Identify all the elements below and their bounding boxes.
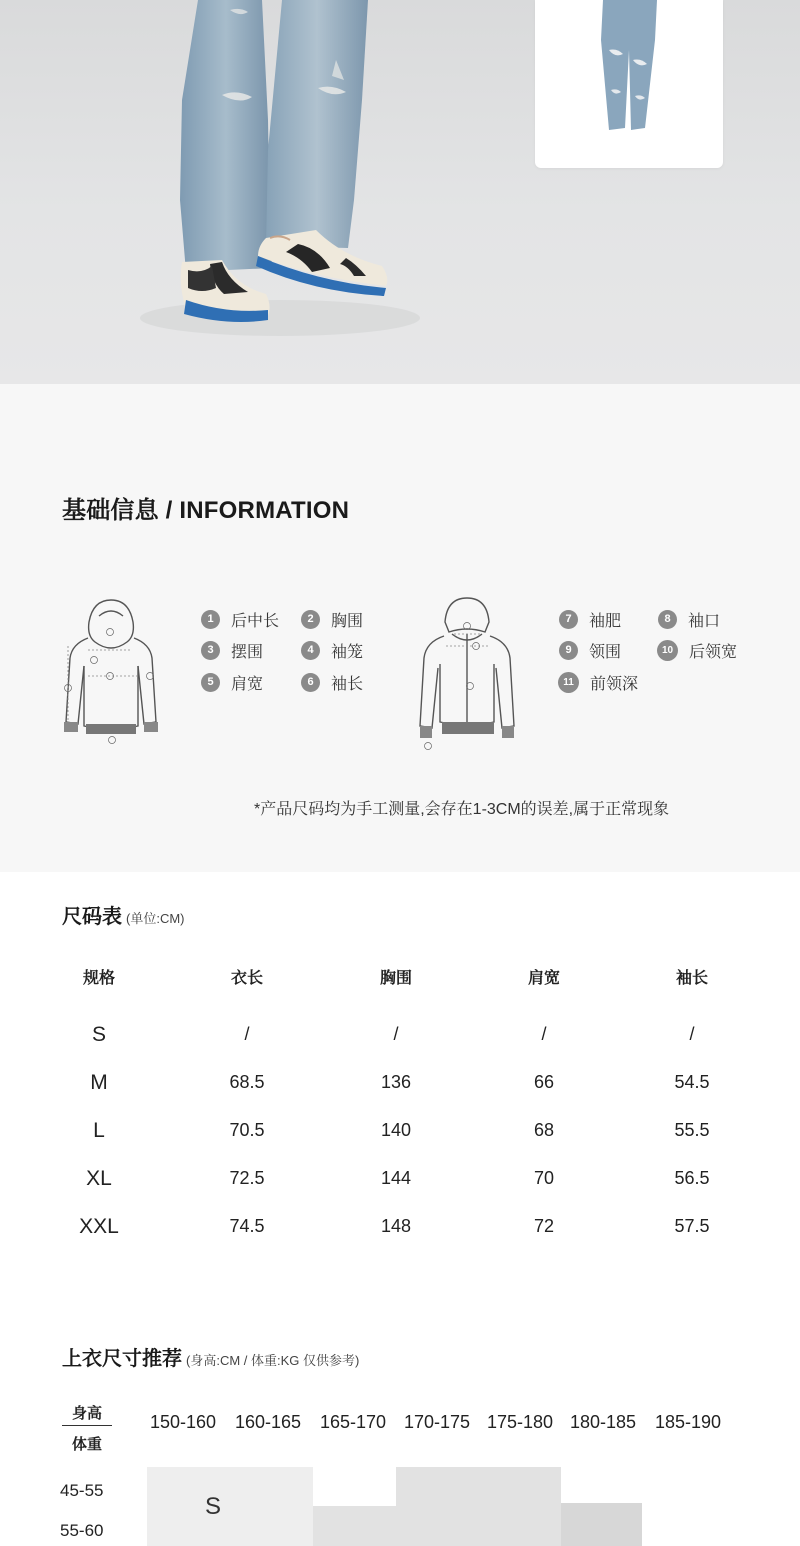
legend-item-10 (657, 639, 737, 661)
legend-label: 袖口 (688, 612, 721, 630)
height-range: 150-160 (149, 1412, 217, 1432)
measurement-note: *产品尺码均为手工测量,会存在1-3CM的误差,属于正常现象 (254, 801, 670, 818)
table-cell: 148 (380, 1216, 412, 1236)
legend-label: 袖笼 (331, 643, 364, 661)
number-badge: 3 (201, 641, 220, 660)
table-cell: M (90, 1071, 108, 1094)
weight-range: 55-60 (60, 1521, 104, 1540)
legend-label: 胸围 (331, 612, 364, 630)
legend-item-11 (558, 671, 638, 693)
table-header: 肩宽 (527, 970, 560, 987)
height-range: 185-190 (654, 1412, 722, 1432)
table-cell: 54.5 (674, 1072, 710, 1092)
table-cell: 66 (533, 1072, 555, 1092)
table-header: 袖长 (675, 970, 708, 987)
legend-item-8 (658, 608, 720, 630)
legend-label: 前领深 (590, 675, 639, 693)
size-block (396, 1467, 561, 1546)
table-cell: 57.5 (674, 1216, 710, 1236)
size-mark-s: S (205, 1493, 222, 1520)
table-cell: 72.5 (229, 1168, 265, 1188)
legend-item-9 (559, 639, 621, 661)
number-badge: 2 (301, 610, 320, 629)
legend-label: 领围 (589, 643, 622, 661)
table-cell: 56.5 (674, 1168, 710, 1188)
height-range: 175-180 (486, 1412, 554, 1432)
height-range: 165-170 (319, 1412, 387, 1432)
table-cell: 70.5 (229, 1120, 265, 1140)
table-header: 规格 (82, 970, 115, 987)
legend-label: 袖肥 (589, 612, 622, 630)
number-badge: 11 (558, 672, 579, 693)
legend-label: 肩宽 (231, 675, 264, 693)
size-block (561, 1503, 642, 1546)
hoodie-back-diagram (58, 594, 164, 746)
legend-item-3 (201, 639, 263, 661)
size-block (313, 1506, 396, 1546)
number-badge: 5 (201, 673, 220, 692)
recommend-heading (62, 1342, 359, 1371)
jeans-thumbnail-icon (535, 0, 723, 168)
table-cell: L (93, 1119, 105, 1142)
table-cell: S (91, 1023, 106, 1046)
height-label: 身高 (71, 1405, 102, 1422)
weight-range: 45-55 (60, 1481, 104, 1500)
legend-label: 后领宽 (689, 643, 738, 661)
table-cell: 68 (533, 1120, 555, 1140)
table-cell: 72 (533, 1216, 555, 1236)
info-heading: 基础信息 / INFORMATION (62, 497, 350, 524)
number-badge: 9 (559, 641, 578, 660)
product-photo (0, 0, 800, 384)
number-badge: 8 (658, 610, 677, 629)
table-header: 衣长 (230, 970, 263, 987)
legend-item-5 (201, 671, 263, 693)
table-cell: 74.5 (229, 1216, 265, 1236)
size-table-unit: (单位:CM) (126, 911, 185, 926)
product-thumbnail[interactable] (535, 0, 723, 168)
legend-label: 袖长 (331, 675, 364, 693)
legend-item-4 (301, 639, 363, 661)
table-cell: / (541, 1024, 547, 1044)
recommend-title: 上衣尺寸推荐 (62, 1348, 182, 1370)
number-badge: 1 (201, 610, 220, 629)
table-cell: / (244, 1024, 250, 1044)
legend-label: 摆围 (231, 643, 264, 661)
number-badge: 4 (301, 641, 320, 660)
number-badge: 7 (559, 610, 578, 629)
size-table-heading (62, 900, 185, 929)
table-cell: 144 (380, 1168, 412, 1188)
table-cell: 68.5 (229, 1072, 265, 1092)
table-cell: / (689, 1024, 695, 1044)
table-cell: 136 (380, 1072, 412, 1092)
number-badge: 10 (657, 640, 678, 661)
weight-label: 体重 (71, 1436, 102, 1453)
legend-item-7 (559, 608, 621, 630)
legend-item-2 (301, 608, 363, 630)
table-cell: 55.5 (674, 1120, 710, 1140)
legend-label: 后中长 (231, 612, 280, 630)
hoodie-front-diagram (416, 594, 518, 754)
header-divider (62, 1425, 112, 1426)
legend-item-6 (301, 671, 363, 693)
size-block-s (147, 1467, 313, 1546)
table-cell: 140 (380, 1120, 412, 1140)
legend-item-1 (201, 608, 279, 630)
table-header: 胸围 (379, 970, 412, 987)
height-range: 170-175 (403, 1412, 471, 1432)
table-cell: 70 (533, 1168, 555, 1188)
table-cell: XXL (79, 1215, 119, 1238)
number-badge: 6 (301, 673, 320, 692)
table-cell: XL (86, 1167, 112, 1190)
table-cell: / (393, 1024, 399, 1044)
recommend-note: (身高:CM / 体重:KG 仅供参考) (186, 1353, 360, 1368)
size-table-title: 尺码表 (62, 906, 122, 928)
height-range: 180-185 (569, 1412, 637, 1432)
height-range: 160-165 (234, 1412, 302, 1432)
